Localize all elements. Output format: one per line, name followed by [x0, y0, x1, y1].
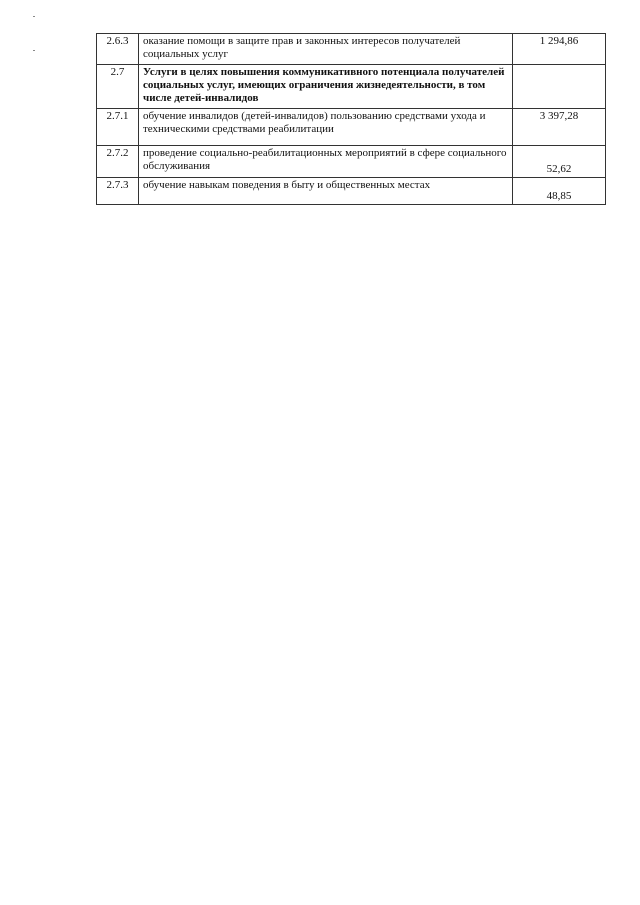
table-row	[97, 109, 606, 146]
row-number: 2.7.1	[97, 109, 139, 146]
service-price: 3 397,28	[513, 109, 606, 146]
table-row	[97, 178, 606, 205]
service-name: оказание помощи в защите прав и законных интересов получателей социальных услуг	[139, 34, 513, 65]
service-price	[513, 65, 606, 109]
table-row	[97, 34, 606, 65]
table-row	[97, 146, 606, 178]
service-price: 1 294,86	[513, 34, 606, 65]
section-title: Услуги в целях повышения коммуникативного потенциала получателей социальных услуг, имеющих ограничения жизнедеятельности, в том числе детей-инвалидов	[139, 65, 513, 109]
row-number: 2.7	[97, 65, 139, 109]
service-price: 48,85	[513, 178, 606, 205]
scan-mark	[33, 50, 35, 51]
service-name: обучение инвалидов (детей-инвалидов) пользованию средствами ухода и техническими средствами реабилитации	[139, 109, 513, 146]
service-name: обучение навыкам поведения в быту и общественных местах	[139, 178, 513, 205]
services-price-table	[96, 33, 606, 205]
service-price: 52,62	[513, 146, 606, 178]
row-number: 2.7.3	[97, 178, 139, 205]
service-name: проведение социально-реабилитационных мероприятий в сфере социального обслуживания	[139, 146, 513, 178]
table-row-section-heading	[97, 65, 606, 109]
row-number: 2.6.3	[97, 34, 139, 65]
row-number: 2.7.2	[97, 146, 139, 178]
scan-mark	[33, 16, 35, 17]
